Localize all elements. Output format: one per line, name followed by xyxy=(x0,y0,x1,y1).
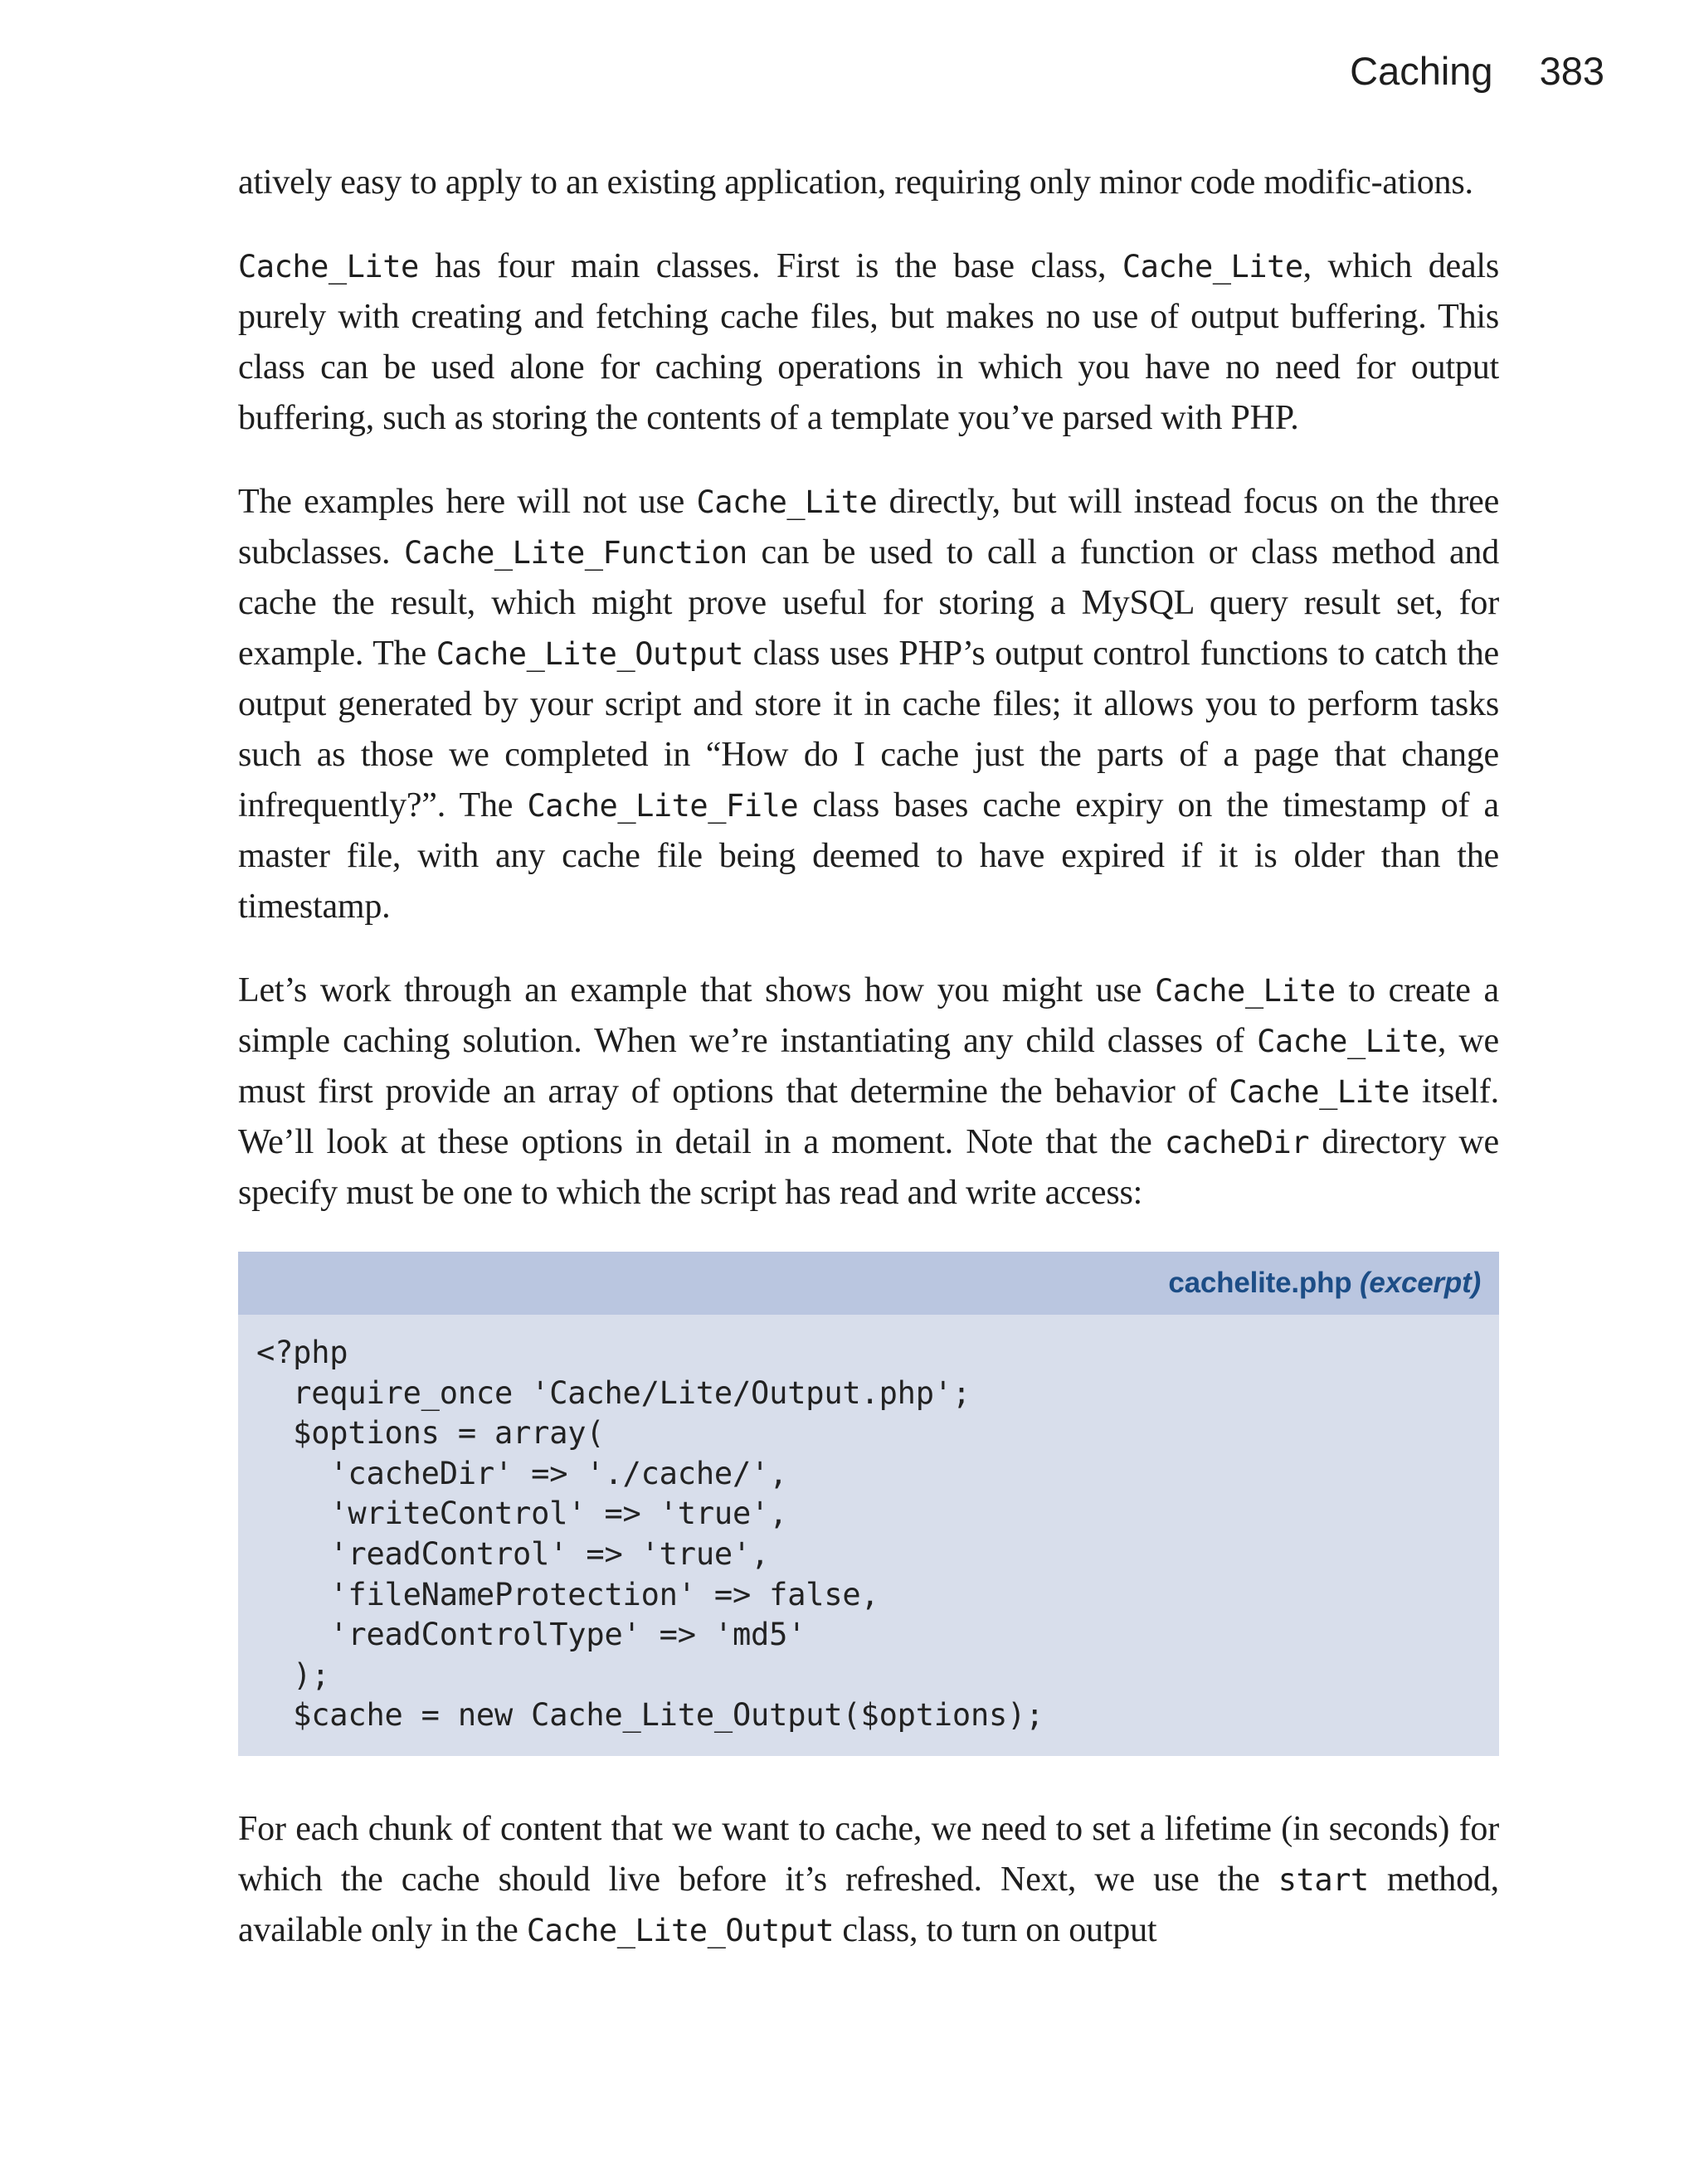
paragraph-text: class uses PHP’s output control functions to catch the output generated by your script and store it in cache files; it allows you to perform tasks such as those we completed in “How do I cache just the parts of a page that change infrequently?”. The xyxy=(238,635,1499,824)
code-listing-body: <?php require_once 'Cache/Lite/Output.php'; $options = array( 'cacheDir' => './cache/', 'writeControl' => 'true', 'readControl' => 'true', 'fileNameProtection' => false, 'readControlType' => 'md5' ); $cache = new Cache_Lite_Output($options); xyxy=(256,1335,1044,1734)
inline-code: Cache_Lite_Function xyxy=(404,535,747,571)
code-listing xyxy=(238,1252,1499,1756)
paragraph-text: class, to turn on output xyxy=(834,1910,1157,1949)
inline-code: Cache_Lite xyxy=(238,249,419,285)
paragraph-4 xyxy=(238,966,1499,1218)
paragraph-text: For each chunk of content that we want to cache, we need to set a lifetime (in seconds) for which the cache should live before it’s refreshed. Next, we use the xyxy=(238,1809,1499,1899)
code-listing-note: (excerpt) xyxy=(1359,1267,1481,1299)
paragraph-3 xyxy=(238,477,1499,932)
page-body xyxy=(238,158,1499,1989)
inline-code: Cache_Lite xyxy=(1154,973,1336,1009)
inline-code: Cache_Lite xyxy=(696,484,878,520)
paragraph-text: has four main classes. First is the base class, xyxy=(418,247,1122,285)
section-title: Caching xyxy=(1350,49,1493,93)
paragraph-text: can be used to call a function or class method and cache the result, which might prove useful for storing a MySQL query result set, for example. The xyxy=(238,533,1499,673)
paragraph-text: directory we specify must be one to which the script has read and write access: xyxy=(238,1123,1499,1212)
paragraph-2 xyxy=(238,241,1499,444)
paragraph-text: directly, but will instead focus on the three subclasses. xyxy=(238,483,1500,572)
inline-code: Cache_Lite_Output xyxy=(526,1912,835,1948)
paragraph-1: atively easy to apply to an existing application, requiring only minor code modific-ations. xyxy=(238,163,1473,202)
paragraph-text: Let’s work through an example that shows how you might use xyxy=(238,971,1155,1009)
running-header xyxy=(1350,48,1604,94)
paragraph-5 xyxy=(238,1804,1499,1956)
paragraph-text: itself. We’ll look at these options in detail in a moment. Note that the xyxy=(238,1073,1499,1161)
inline-code: cacheDir xyxy=(1164,1125,1310,1160)
page-number: 383 xyxy=(1539,49,1604,93)
inline-code: Cache_Lite xyxy=(1257,1024,1438,1059)
code-listing-title-bar xyxy=(238,1252,1499,1315)
inline-code: Cache_Lite xyxy=(1229,1074,1409,1110)
paragraph-text: , which deals purely with creating and fetching cache files, but makes no use of output buffering. This class can be used alone for caching operations in which you have no need for output buffering, such as storing the contents of a template you’ve parsed with PHP. xyxy=(238,247,1500,437)
paragraph-text: The examples here will not use xyxy=(238,483,697,521)
inline-code: start xyxy=(1278,1861,1369,1898)
paragraph-text: to create a simple caching solution. When we’re instantiating any child classes of xyxy=(238,971,1499,1060)
paragraph-text: , we must first provide an array of options that determine the behavior of xyxy=(238,1022,1499,1111)
paragraph-text: method, available only in the xyxy=(238,1860,1499,1949)
inline-code: Cache_Lite_Output xyxy=(436,636,743,672)
code-listing-filename: cachelite.php xyxy=(1168,1267,1352,1299)
paragraph-text: class bases cache expiry on the timestamp of a master file, with any cache file being deemed to have expired if it is older than the timestamp. xyxy=(238,786,1499,926)
inline-code: Cache_Lite_File xyxy=(527,788,799,824)
inline-code: Cache_Lite xyxy=(1122,249,1303,285)
